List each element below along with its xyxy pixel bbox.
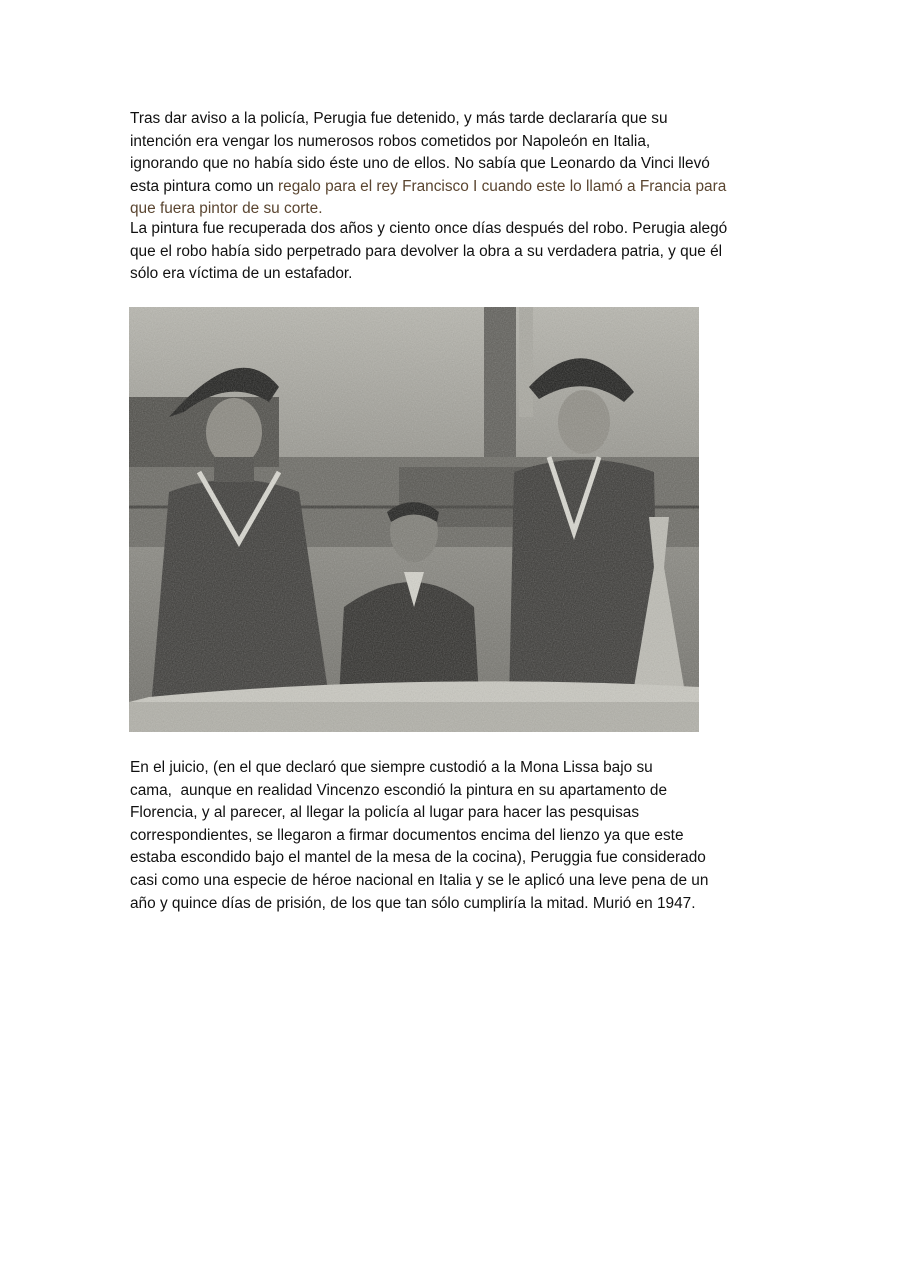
historical-photo-perugia-trial bbox=[129, 307, 699, 732]
text-line: cama, aunque en realidad Vincenzo escondió la pintura en su apartamento de bbox=[130, 781, 668, 799]
text-line: Florencia, y al parecer, al llegar la policía al lugar para hacer las pesquisas bbox=[130, 804, 640, 822]
text-line bbox=[130, 176, 780, 199]
text-line: intención era vengar los numerosos robos cometidos por Napoleón en Italia, bbox=[130, 132, 651, 150]
hyperlink-francisco-i[interactable]: regalo para el rey Francisco I cuando este lo llamó a Francia para bbox=[278, 177, 727, 195]
text-line: correspondientes, se llegaron a firmar documentos encima del lienzo ya que este bbox=[130, 826, 684, 844]
paragraph-arrest bbox=[130, 108, 780, 221]
text-line: sólo era víctima de un estafador. bbox=[130, 265, 353, 283]
text-line: estaba escondido bajo el mantel de la mesa de la cocina), Peruggia fue considerado bbox=[130, 849, 706, 867]
text-segment: esta pintura como un bbox=[130, 177, 279, 195]
paragraph-trial bbox=[130, 757, 770, 915]
hyperlink-francisco-i-continued[interactable]: que fuera pintor de su corte. bbox=[130, 200, 323, 218]
text-line: año y quince días de prisión, de los que tan sólo cumpliría la mitad. Murió en 1947. bbox=[130, 894, 696, 912]
paragraph-recovery bbox=[130, 218, 780, 286]
text-line: casi como una especie de héroe nacional en Italia y se le aplicó una leve pena de un bbox=[130, 871, 709, 889]
text-line: La pintura fue recuperada dos años y ciento once días después del robo. Perugia alegó bbox=[130, 220, 728, 237]
text-line: que el robo había sido perpetrado para devolver la obra a su verdadera patria, y que él bbox=[130, 242, 723, 260]
text-line: Tras dar aviso a la policía, Perugia fue detenido, y más tarde declararía que su bbox=[130, 110, 668, 127]
text-line: En el juicio, (en el que declaró que siempre custodió a la Mona Lissa bajo su bbox=[130, 759, 653, 776]
text-line: ignorando que no había sido éste uno de ellos. No sabía que Leonardo da Vinci llevó bbox=[130, 155, 710, 173]
